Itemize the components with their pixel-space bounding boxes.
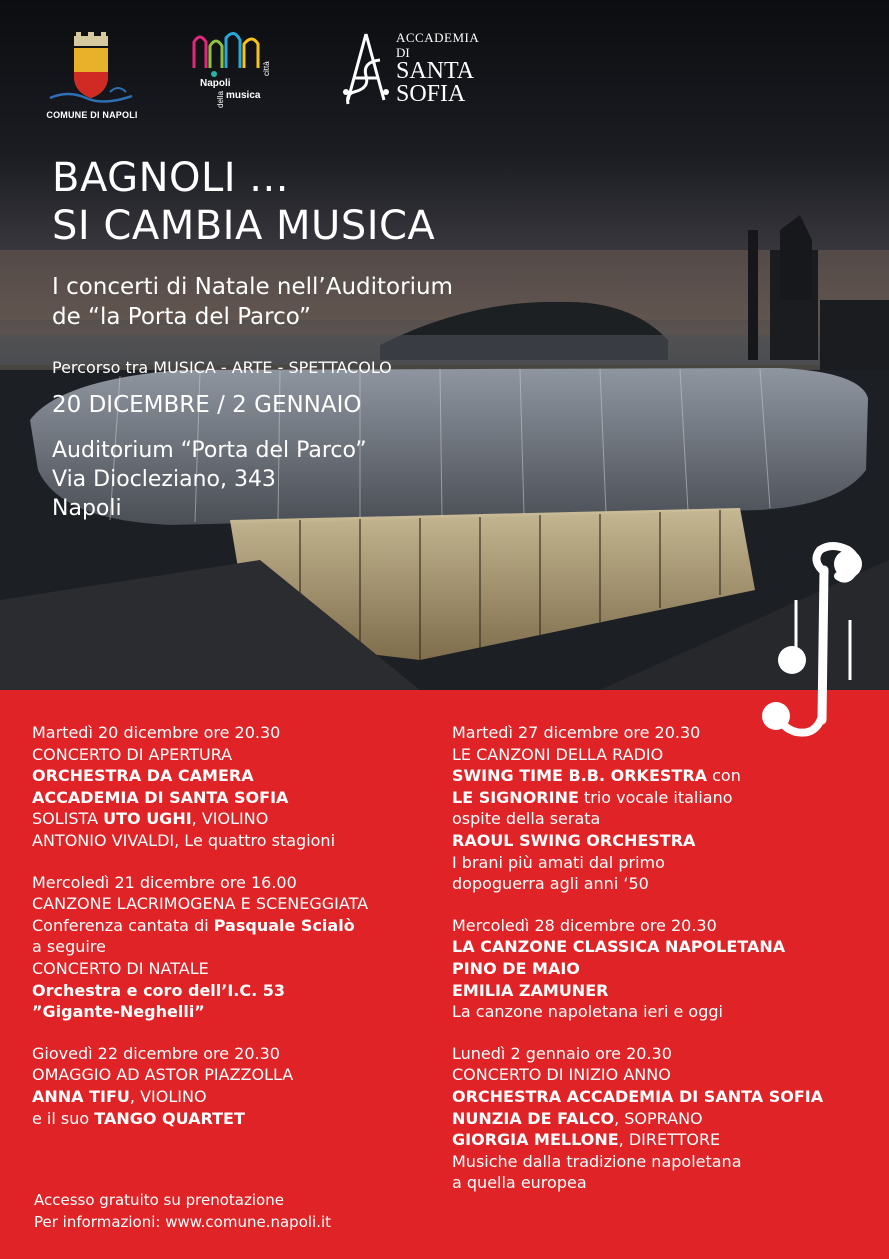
comune-napoli-logo: [46, 32, 138, 120]
program-right-column: [452, 722, 872, 1214]
event-text: CANZONE LACRIMOGENA E SCENEGGIATA: [32, 894, 369, 914]
event-text: Giovedì 22 dicembre ore 20.30: [32, 1043, 280, 1063]
event-line: [452, 830, 872, 852]
venue-street: Via Diocleziano, 343: [52, 467, 276, 492]
event-text-bold: LE SIGNORINE: [452, 787, 579, 807]
event-text: Martedì 20 dicembre ore 20.30: [32, 723, 281, 742]
crest-icon: [46, 32, 138, 104]
event-text-bold: Pasquale Scialò: [213, 915, 355, 935]
event-left-3: [32, 1043, 432, 1129]
event-text: trio vocale italiano: [578, 787, 733, 807]
event-text-bold: UTO UGHI: [103, 809, 192, 829]
poster-subtitle: [52, 272, 453, 332]
title-line-2: SI CAMBIA MUSICA: [52, 203, 436, 249]
accademia-santa-sofia-logo: [340, 30, 490, 112]
event-line: [32, 765, 432, 787]
event-text: con: [707, 766, 741, 786]
event-text: I brani più amati dal primo: [452, 852, 665, 872]
percorso-text: Percorso tra MUSICA - ARTE - SPETTACOLO: [52, 358, 392, 377]
napoli-citta-musica-logo: [190, 28, 285, 108]
event-line: [32, 1043, 432, 1065]
event-line: [32, 936, 432, 958]
event-line: [452, 1129, 872, 1151]
title-line-1: BAGNOLI ...: [52, 155, 289, 201]
event-text: e il suo: [32, 1108, 95, 1128]
event-line: [452, 1001, 872, 1023]
footer-info: [34, 1189, 331, 1233]
event-line: [32, 980, 432, 1002]
event-line: [452, 1086, 872, 1108]
event-text: a seguire: [32, 937, 106, 957]
citta-text-citta: città: [262, 61, 271, 76]
event-text: a quella europea: [452, 1173, 587, 1193]
accademia-text-line4: SOFIA: [396, 81, 466, 107]
event-text-bold: TANGO QUARTET: [94, 1108, 245, 1128]
event-line: [32, 1001, 432, 1023]
citta-text-musica: musica: [226, 90, 261, 101]
program-left-column: [32, 722, 432, 1149]
event-text: , SOPRANO: [614, 1108, 703, 1128]
event-text: , DIRETTORE: [618, 1130, 721, 1150]
event-text: La canzone napoletana ieri e oggi: [452, 1002, 723, 1022]
event-text: dopoguerra agli anni ‘50: [452, 874, 649, 894]
event-text: ANTONIO VIVALDI, Le quattro stagioni: [32, 830, 336, 850]
event-text: OMAGGIO AD ASTOR PIAZZOLLA: [32, 1065, 294, 1085]
event-right-2: [452, 915, 872, 1023]
event-text: Conferenza cantata di: [32, 915, 214, 935]
event-line: [452, 980, 872, 1002]
poster-title: [52, 154, 435, 250]
event-text: Musiche dalla tradizione napoletana: [452, 1151, 742, 1171]
event-line: [452, 1043, 872, 1065]
event-text-bold: ORCHESTRA DA CAMERA: [32, 766, 254, 786]
event-line: [452, 1151, 872, 1173]
event-line: [32, 830, 432, 852]
event-text-bold: NUNZIA DE FALCO: [452, 1108, 615, 1128]
event-text-bold: RAOUL SWING ORCHESTRA: [452, 830, 696, 850]
event-text-bold: ACCADEMIA DI SANTA SOFIA: [32, 787, 289, 807]
footer-info-link[interactable]: Per informazioni: www.comune.napoli.it: [34, 1213, 332, 1231]
event-text: CONCERTO DI NATALE: [32, 958, 209, 978]
event-text: , VIOLINO: [129, 1086, 207, 1106]
event-line: [452, 873, 872, 895]
event-text: ospite della serata: [452, 809, 601, 829]
venue-city: Napoli: [52, 496, 122, 521]
event-text: SOLISTA: [32, 809, 104, 829]
event-line: [32, 958, 432, 980]
subtitle-line-2: de “la Porta del Parco”: [52, 304, 311, 330]
event-text-bold: ORCHESTRA ACCADEMIA DI SANTA SOFIA: [452, 1086, 824, 1106]
event-line: [452, 722, 872, 744]
violin-f-hole-icon: [752, 540, 872, 740]
event-line: [32, 722, 432, 744]
event-left-1: [32, 722, 432, 852]
footer-access: Accesso gratuito su prenotazione: [34, 1191, 284, 1209]
event-line: [452, 787, 872, 809]
event-text: Mercoledì 21 dicembre ore 16.00: [32, 872, 297, 892]
event-text-bold: EMILIA ZAMUNER: [452, 980, 609, 1000]
event-line: [32, 1064, 432, 1086]
event-text-bold: ”Gigante-Neghelli”: [32, 1002, 205, 1022]
event-line: [32, 872, 432, 894]
event-line: [452, 808, 872, 830]
event-line: [452, 765, 872, 787]
accademia-monogram-icon: [340, 30, 392, 110]
event-text-bold: GIORGIA MELLONE: [452, 1130, 619, 1150]
event-text: Martedì 27 dicembre ore 20.30: [452, 723, 701, 742]
subtitle-line-1: I concerti di Natale nell’Auditorium: [52, 274, 453, 300]
event-text-bold: PINO DE MAIO: [452, 958, 580, 978]
citta-text-della: della: [216, 91, 225, 108]
accademia-text-line3: SANTA: [396, 58, 475, 84]
event-text: Mercoledì 28 dicembre ore 20.30: [452, 915, 717, 935]
event-line: [452, 1108, 872, 1130]
event-line: [32, 1086, 432, 1108]
venue-address: [52, 436, 367, 523]
event-line: [452, 852, 872, 874]
event-text-bold: SWING TIME B.B. ORKESTRA: [452, 766, 708, 786]
event-dates: 20 DICEMBRE / 2 GENNAIO: [52, 392, 362, 418]
event-line: [32, 744, 432, 766]
accademia-text-line1: ACCADEMIA: [396, 30, 480, 45]
event-text-bold: Orchestra e coro dell’I.C. 53: [32, 980, 286, 1000]
event-line: [32, 915, 432, 937]
event-right-1: [452, 722, 872, 895]
event-text-bold: ANNA TIFU: [32, 1086, 130, 1106]
event-text-bold: LA CANZONE CLASSICA NAPOLETANA: [452, 937, 786, 957]
event-line: [32, 893, 432, 915]
event-text: LE CANZONI DELLA RADIO: [452, 744, 664, 764]
event-line: [452, 915, 872, 937]
event-line: [452, 936, 872, 958]
event-line: [32, 1108, 432, 1130]
venue-name: Auditorium “Porta del Parco”: [52, 438, 367, 463]
logo-bar: [0, 28, 889, 128]
event-text: , VIOLINO: [191, 809, 269, 829]
event-line: [452, 958, 872, 980]
event-line: [32, 808, 432, 830]
accademia-text-line2: DI: [396, 45, 410, 60]
event-right-3: [452, 1043, 872, 1194]
event-text: Lunedì 2 gennaio ore 20.30: [452, 1043, 672, 1063]
event-left-2: [32, 872, 432, 1023]
event-line: [452, 1064, 872, 1086]
event-line: [452, 1172, 872, 1194]
event-text: CONCERTO DI INIZIO ANNO: [452, 1065, 671, 1085]
comune-napoli-text: COMUNE DI NAPOLI: [46, 110, 138, 120]
event-line: [452, 744, 872, 766]
event-line: [32, 787, 432, 809]
event-text: CONCERTO DI APERTURA: [32, 744, 233, 764]
citta-text-napoli: Napoli: [200, 78, 231, 89]
